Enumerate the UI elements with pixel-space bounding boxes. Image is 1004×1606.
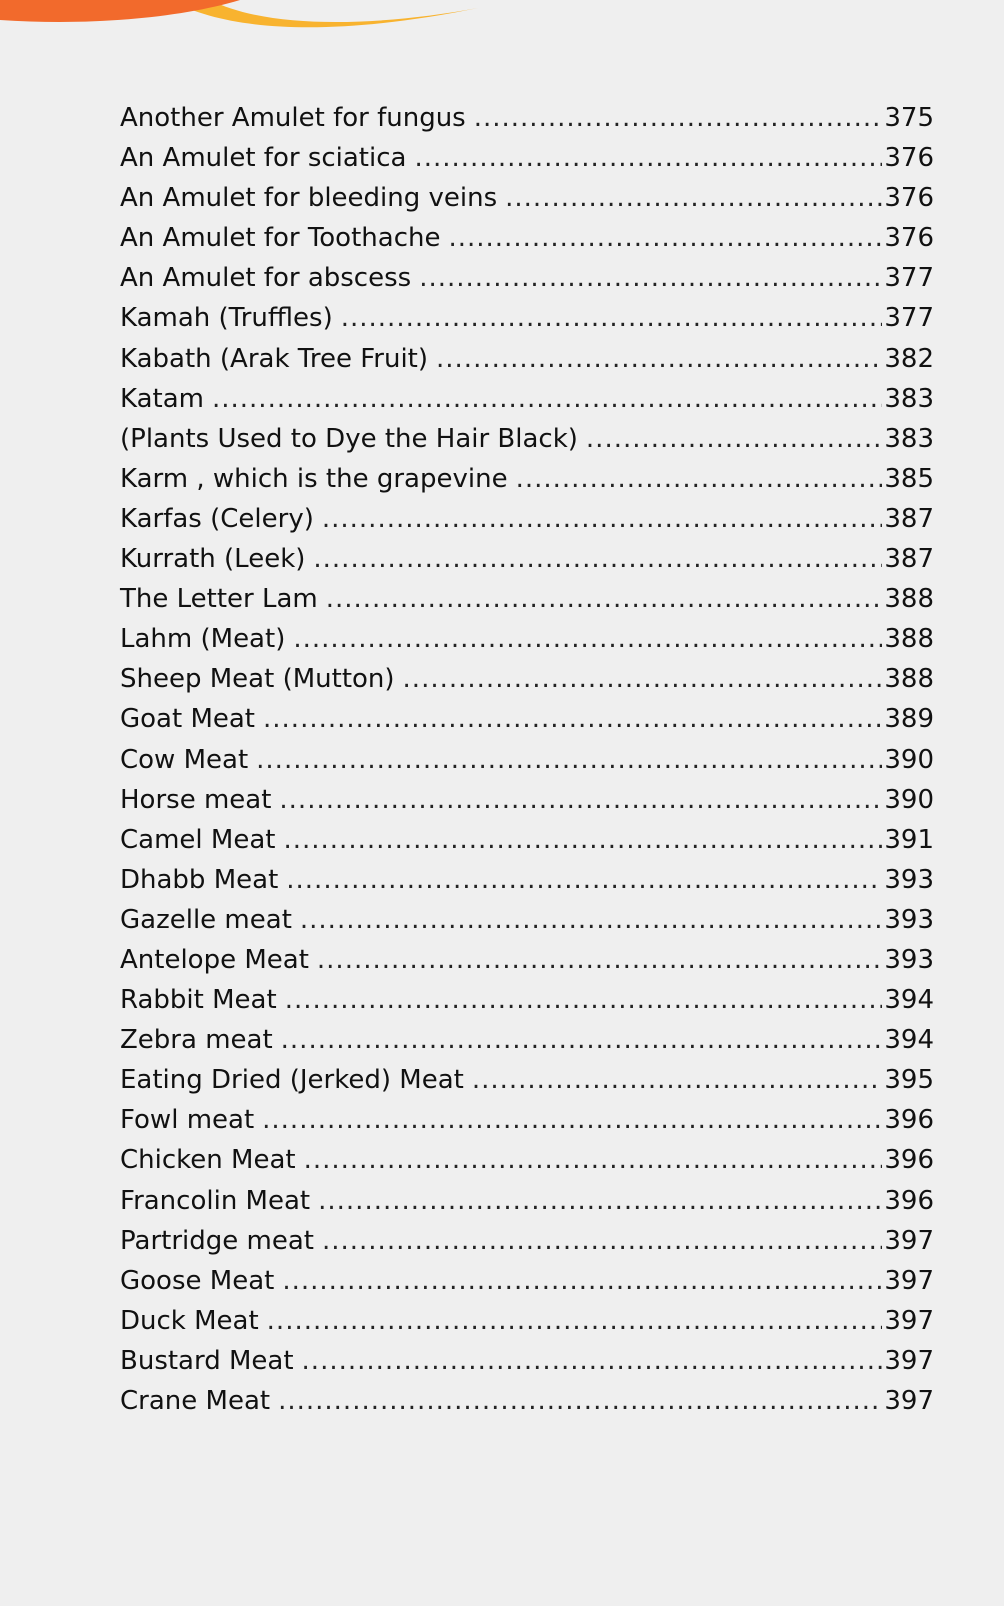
- dot-leader: [267, 1301, 883, 1341]
- toc-entry[interactable]: [120, 459, 934, 499]
- toc-entry-title: Zebra meat: [120, 1025, 273, 1056]
- dot-leader: [472, 1060, 883, 1100]
- toc-entry-page-number: 397: [884, 1386, 934, 1416]
- toc-entry[interactable]: [120, 379, 934, 419]
- dot-leader: [326, 579, 883, 619]
- toc-entry[interactable]: [120, 138, 934, 178]
- toc-entry-page-number: 390: [884, 744, 934, 775]
- toc-entry-title: Francolin Meat: [120, 1185, 311, 1216]
- toc-entry-page-number: 393: [884, 944, 934, 975]
- toc-entry[interactable]: [120, 980, 934, 1020]
- toc-entry-title: Kurrath (Leek): [120, 544, 306, 575]
- toc-entry-page-number: 389: [884, 704, 934, 735]
- toc-entry-title: Gazelle meat: [120, 904, 292, 935]
- toc-entry[interactable]: [120, 659, 934, 699]
- toc-entry-page-number: 387: [884, 544, 934, 575]
- toc-entry[interactable]: [120, 740, 934, 780]
- toc-entry-title: Karm , which is the grapevine: [120, 463, 508, 494]
- toc-entry-page-number: 391: [884, 824, 934, 855]
- toc-entry-page-number: 383: [884, 383, 934, 414]
- toc-entry-page-number: 377: [884, 303, 934, 334]
- orange-swoosh-icon: [0, 0, 480, 40]
- dot-leader: [313, 539, 882, 579]
- toc-entry[interactable]: [120, 579, 934, 619]
- toc-entry-title: Lahm (Meat): [120, 624, 286, 655]
- toc-entry-title: The Letter Lam: [120, 584, 318, 615]
- dot-leader: [302, 1341, 883, 1381]
- toc-entry-page-number: 395: [884, 1065, 934, 1096]
- toc-entry-page-number: 397: [884, 1345, 934, 1376]
- toc-entry-page-number: 397: [884, 1305, 934, 1336]
- dot-leader: [414, 138, 882, 178]
- dot-leader: [318, 1181, 882, 1221]
- toc-entry-page-number: 376: [884, 223, 934, 254]
- toc-entry-title: Kabath (Arak Tree Fruit): [120, 343, 429, 374]
- dot-leader: [212, 379, 882, 419]
- toc-entry[interactable]: [120, 1100, 934, 1140]
- dot-leader: [283, 820, 882, 860]
- toc-entry-page-number: 388: [884, 664, 934, 695]
- dot-leader: [516, 459, 883, 499]
- dot-leader: [281, 1020, 883, 1060]
- toc-entry[interactable]: [120, 1181, 934, 1221]
- toc-entry-title: Kamah (Truffles): [120, 303, 333, 334]
- toc-entry[interactable]: [120, 820, 934, 860]
- toc-entry-page-number: 390: [884, 784, 934, 815]
- toc-entry-page-number: 396: [884, 1185, 934, 1216]
- dot-leader: [286, 860, 882, 900]
- dot-leader: [586, 419, 882, 459]
- dot-leader: [263, 699, 882, 739]
- dot-leader: [317, 940, 882, 980]
- toc-entry-title: An Amulet for bleeding veins: [120, 183, 498, 214]
- toc-entry-title: Camel Meat: [120, 824, 276, 855]
- toc-entry-page-number: 377: [884, 263, 934, 294]
- toc-entry-title: Eating Dried (Jerked) Meat: [120, 1065, 464, 1096]
- toc-entry-title: Rabbit Meat: [120, 985, 277, 1016]
- dot-leader: [474, 98, 883, 138]
- toc-entry[interactable]: [120, 1261, 934, 1301]
- dot-leader: [505, 178, 882, 218]
- dot-leader: [448, 218, 882, 258]
- toc-entry-title: Antelope Meat: [120, 944, 309, 975]
- toc-entry-title: Karfas (Celery): [120, 503, 314, 534]
- toc-entry-title: Katam: [120, 383, 204, 414]
- toc-entry-page-number: 388: [884, 584, 934, 615]
- toc-entry[interactable]: [120, 1221, 934, 1261]
- toc-entry-page-number: 397: [884, 1265, 934, 1296]
- dot-leader: [278, 1381, 882, 1421]
- toc-entry-title: Duck Meat: [120, 1305, 259, 1336]
- toc-entry[interactable]: [120, 780, 934, 820]
- dot-leader: [304, 1140, 883, 1180]
- dot-leader: [279, 780, 882, 820]
- toc-entry-page-number: 376: [884, 143, 934, 174]
- toc-entry[interactable]: [120, 1060, 934, 1100]
- toc-entry-title: An Amulet for abscess: [120, 263, 412, 294]
- toc-entry[interactable]: [120, 339, 934, 379]
- toc-entry[interactable]: [120, 218, 934, 258]
- toc-entry-page-number: 393: [884, 904, 934, 935]
- toc-entry[interactable]: [120, 499, 934, 539]
- toc-entry[interactable]: [120, 1020, 934, 1060]
- toc-entry-page-number: 388: [884, 624, 934, 655]
- toc-entry-page-number: 393: [884, 864, 934, 895]
- toc-entry-page-number: 396: [884, 1105, 934, 1136]
- toc-entry-page-number: 376: [884, 183, 934, 214]
- toc-entry[interactable]: [120, 178, 934, 218]
- toc-entry-title: Partridge meat: [120, 1225, 314, 1256]
- toc-entry-page-number: 396: [884, 1145, 934, 1176]
- table-of-contents: [120, 98, 934, 1421]
- toc-entry[interactable]: [120, 419, 934, 459]
- toc-entry[interactable]: [120, 258, 934, 298]
- toc-entry-page-number: 397: [884, 1225, 934, 1256]
- toc-entry-title: Another Amulet for fungus: [120, 103, 466, 133]
- toc-entry[interactable]: [120, 619, 934, 659]
- toc-entry[interactable]: [120, 1381, 934, 1421]
- dot-leader: [300, 900, 882, 940]
- toc-entry-title: Crane Meat: [120, 1386, 271, 1416]
- toc-entry[interactable]: [120, 699, 934, 739]
- dot-leader: [341, 298, 883, 338]
- dot-leader: [262, 1100, 882, 1140]
- toc-entry-title: An Amulet for Toothache: [120, 223, 441, 254]
- toc-entry-title: Goose Meat: [120, 1265, 275, 1296]
- toc-entry-page-number: 385: [884, 463, 934, 494]
- toc-entry-page-number: 394: [884, 1025, 934, 1056]
- toc-entry[interactable]: [120, 900, 934, 940]
- toc-entry[interactable]: [120, 298, 934, 338]
- toc-entry-title: Horse meat: [120, 784, 272, 815]
- toc-entry[interactable]: [120, 1301, 934, 1341]
- toc-entry[interactable]: [120, 940, 934, 980]
- dot-leader: [322, 1221, 882, 1261]
- toc-entry-title: Sheep Meat (Mutton): [120, 664, 395, 695]
- toc-entry-page-number: 382: [884, 343, 934, 374]
- toc-entry-title: (Plants Used to Dye the Hair Black): [120, 423, 578, 454]
- dot-leader: [436, 339, 882, 379]
- toc-entry-page-number: 387: [884, 503, 934, 534]
- toc-entry[interactable]: [120, 1140, 934, 1180]
- toc-entry-title: Dhabb Meat: [120, 864, 279, 895]
- toc-entry[interactable]: [120, 860, 934, 900]
- toc-entry-title: Cow Meat: [120, 744, 249, 775]
- dot-leader: [419, 258, 882, 298]
- toc-entry-page-number: 394: [884, 985, 934, 1016]
- toc-entry-page-number: 383: [884, 423, 934, 454]
- toc-entry-title: Chicken Meat: [120, 1145, 296, 1176]
- toc-entry-title: Goat Meat: [120, 704, 256, 735]
- dot-leader: [403, 659, 883, 699]
- toc-entry[interactable]: [120, 539, 934, 579]
- dot-leader: [285, 980, 883, 1020]
- dot-leader: [256, 740, 882, 780]
- dot-leader: [293, 619, 882, 659]
- dot-leader: [282, 1261, 882, 1301]
- toc-entry-title: Bustard Meat: [120, 1345, 294, 1376]
- toc-entry[interactable]: [120, 1341, 934, 1381]
- toc-entry-title: Fowl meat: [120, 1105, 255, 1136]
- dot-leader: [322, 499, 883, 539]
- toc-entry[interactable]: [120, 98, 934, 138]
- toc-entry-page-number: 375: [884, 103, 934, 133]
- toc-entry-title: An Amulet for sciatica: [120, 143, 407, 174]
